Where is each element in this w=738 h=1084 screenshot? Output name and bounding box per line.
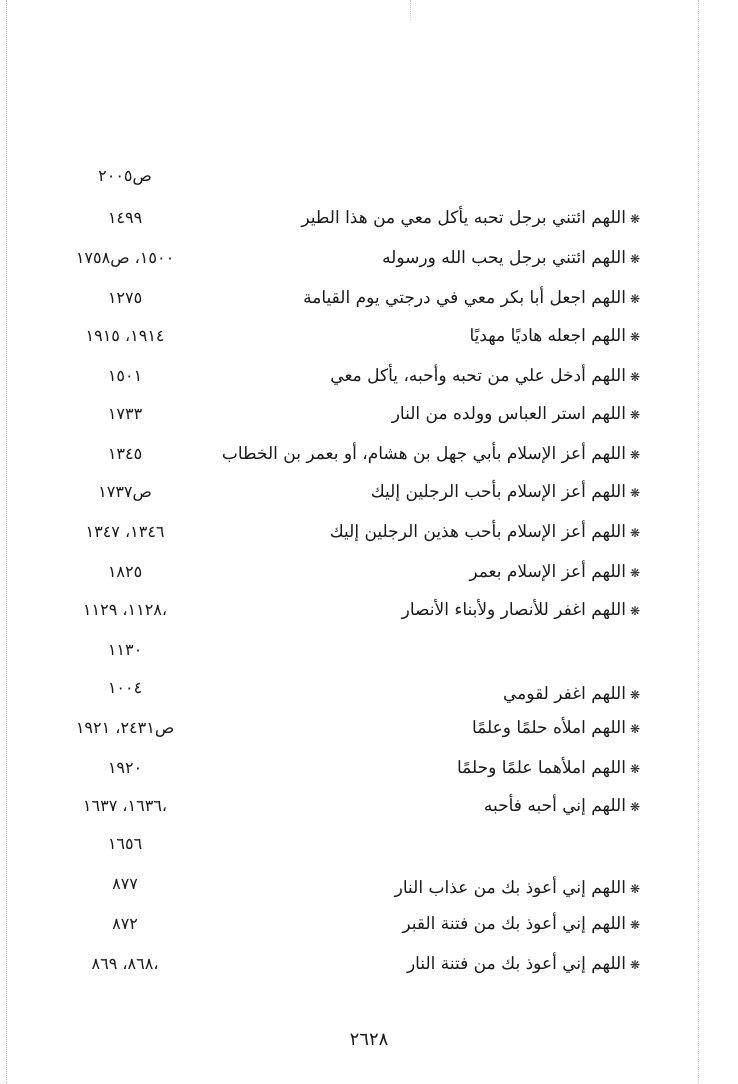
index-entry [60,286,640,316]
index-entry [60,794,640,824]
bullet-icon: ❋ [629,762,640,776]
index-entry [60,402,640,432]
top-reference: ص٢٠٠٥ [98,166,152,185]
entry-reference: ١٠٠٤ [107,678,143,697]
entry-text: ❋اللهم إني أحبه فأحبه [483,796,640,816]
entry-reference: ١٣٤٥ [107,444,143,463]
entry-reference: ١٢٧٥ [107,288,143,307]
entry-reference: ٨٦٨، ٨٦٩، [91,954,159,973]
entry-reference: ١٤٩٩ [107,208,143,227]
scan-margin-top [410,0,411,20]
bullet-icon: ❋ [629,448,640,462]
entry-text: ❋اللهم إني أعوذ بك من فتنة النار [406,954,640,974]
bullet-icon: ❋ [629,486,640,500]
entry-reference: ص٢٤٣١، ١٩٢١ [75,718,175,737]
bullet-icon: ❋ [629,252,640,266]
index-entry [60,206,640,236]
entry-reference: ١٦٣٦، ١٦٣٧، [82,796,168,815]
entry-text: ❋اللهم أعز الإسلام بعمر [469,562,640,582]
bullet-icon: ❋ [629,918,640,932]
entry-text: ❋اللهم أعز الإسلام بأحب الرجلين إليك [370,482,640,502]
index-entry [60,756,640,786]
entry-text: ❋اللهم املأه حلمًا وعلمًا [472,718,640,738]
bullet-icon: ❋ [629,882,640,896]
entry-text: ❋اللهم اغفر لقومي [503,684,640,704]
index-entry [60,324,640,354]
entry-reference: ٨٧٧ [112,874,138,893]
entry-text: ❋اللهم أدخل علي من تحبه وأحبه، يأكل معي [330,366,640,386]
bullet-icon: ❋ [629,688,640,702]
entry-reference: ١٣٤٦، ١٣٤٧ [85,522,165,541]
entry-reference: ١٨٢٥ [107,562,143,581]
entry-text: ❋اللهم إني أعوذ بك من عذاب النار [394,878,640,898]
bullet-icon: ❋ [629,958,640,972]
bullet-icon: ❋ [629,722,640,736]
entry-text: ❋اللهم استر العباس وولده من النار [391,404,640,424]
entry-reference: ١٥٠١ [107,366,143,385]
entry-text: ❋اللهم أعز الإسلام بأحب هذين الرجلين إليك [329,522,640,542]
bullet-icon: ❋ [629,526,640,540]
entry-reference: ١٩٢٠ [107,758,143,777]
index-entry [60,560,640,590]
index-entry [60,952,640,982]
entry-text: ❋اللهم اجعل أبا بكر معي في درجتي يوم القيامة [303,288,640,308]
reference-continuation: ١٦٥٦ [107,834,143,853]
entry-text: ❋اللهم ائتني برجل يحب الله ورسوله [382,248,640,268]
bullet-icon: ❋ [629,604,640,618]
index-entry [60,442,640,472]
index-entry [60,598,640,628]
entry-text: ❋اللهم اجعله هاديًا مهديًا [469,326,640,346]
entry-reference: ١٩١٤، ١٩١٥ [85,326,165,345]
scan-margin-left [6,0,7,1084]
entry-text: ❋اللهم إني أعوذ بك من فتنة القبر [402,914,640,934]
index-entry [60,676,640,706]
index-entry [60,246,640,276]
bullet-icon: ❋ [629,292,640,306]
entry-reference: ص١٧٣٧ [98,482,152,501]
entry-text: ❋اللهم املأهما علمًا وحلمًا [456,758,640,778]
entry-reference: ٨٧٢ [112,914,138,933]
index-entry [60,364,640,394]
entry-reference: ١١٢٨، ١١٢٩، [82,600,168,619]
index-entry [60,912,640,942]
index-entry [60,520,640,550]
index-entry [60,480,640,510]
bullet-icon: ❋ [629,212,640,226]
scan-margin-right [698,0,699,1084]
entry-text: ❋اللهم اغفر للأنصار ولأبناء الأنصار [401,600,640,620]
bullet-icon: ❋ [629,800,640,814]
entry-text: ❋اللهم ائتني برجل تحبه يأكل معي من هذا الطير [301,208,640,228]
reference-continuation: ١١٣٠ [107,640,143,659]
bullet-icon: ❋ [629,408,640,422]
index-entry [60,716,640,746]
entry-text: ❋اللهم أعز الإسلام بأبي جهل بن هشام، أو بعمر بن الخطاب [221,444,640,464]
entry-reference: ١٥٠٠، ص١٧٥٨ [75,248,175,267]
page-number: ٢٦٢٨ [349,1029,389,1050]
bullet-icon: ❋ [629,370,640,384]
entry-reference: ١٧٣٣ [107,404,143,423]
index-entry [60,872,640,902]
bullet-icon: ❋ [629,330,640,344]
bullet-icon: ❋ [629,566,640,580]
